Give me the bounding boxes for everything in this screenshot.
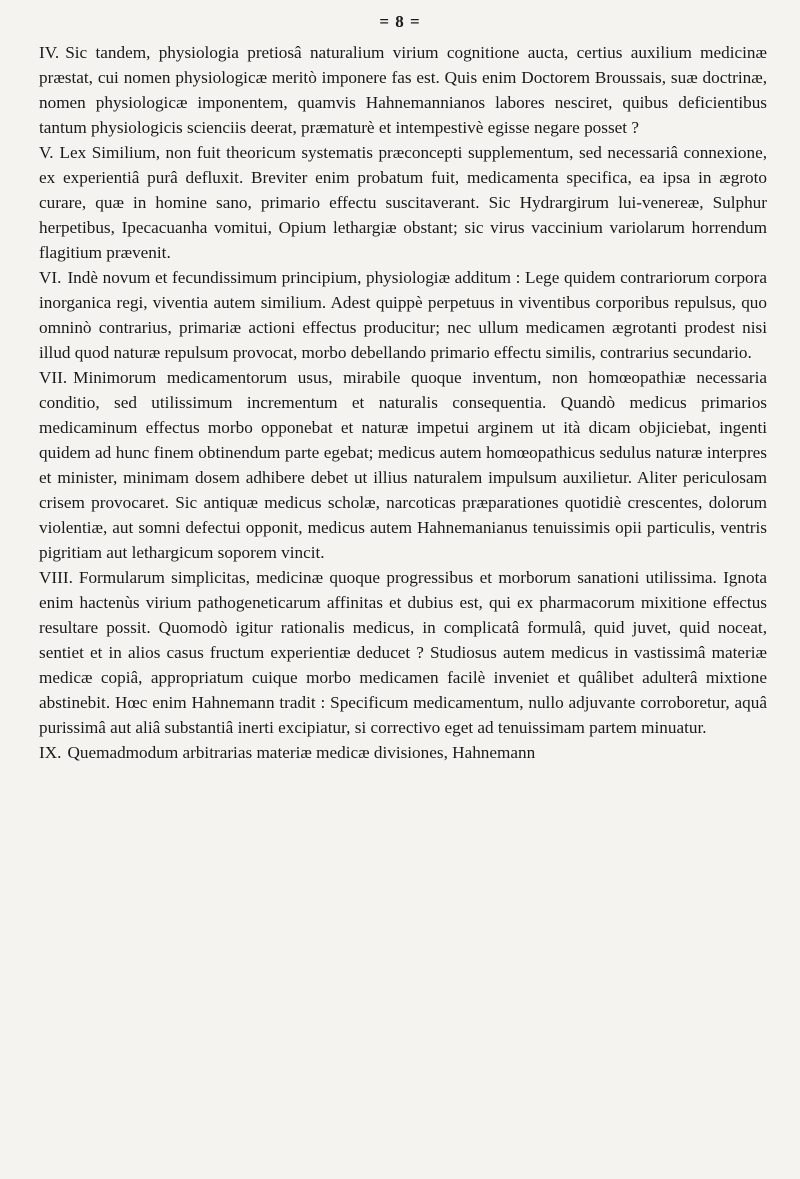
paragraph-text: Indè novum et fecundissimum principium, physiologiæ additum : Lege quidem contrariorum corpora inorganica regi, viventia autem similium. Adest quippè perpetuus in viventibus corporibus repulsus, quo omninò contrarius, primariæ actioni effectus producitur; nec ullum medicamen ægrotanti prodest nisi illud quod naturæ repulsum provocat, morbo debellando primario effectu similis, contrarius secundario. (39, 268, 767, 362)
paragraph-text: Minimorum medicamentorum usus, mirabile quoque inventum, non homœopathiæ necessaria conditio, sed utilissimum incrementum et naturalis consequentia. Quandò medicus primarios medicaminum effectus morbo opponebat et naturæ impetui arginem ut ità dicam objiciebat, ingenti quidem ad hunc finem obtinendum parte egebat; medicus autem homœopathicus sedulus naturæ interpres et minister, minimam dosem adhibere debet ut illius naturalem impulsum auxilietur. Aliter periculosam crisem provocaret. Sic antiquæ medicus scholæ, narcoticas præparationes quotidiè crescentes, dolorum violentiæ, aut somni defectui opponit, medicus autem Hahnemanianus tenuissimis opii particulis, ventris pigritiam aut lethargicum soporem vincit. (39, 368, 767, 562)
paragraph-vi (39, 265, 767, 365)
paragraph-text: Quemadmodum arbitrarias materiæ medicæ divisiones, Hahnemann (67, 743, 536, 762)
paragraph-v (39, 140, 767, 265)
paragraph-text: Sic tandem, physiologia pretiosâ naturalium virium cognitione aucta, certius auxilium medicinæ præstat, cui nomen physiologicæ meritò imponere fas est. Quis enim Doctorem Broussais, suæ doctrinæ, nomen physiologicæ imponentem, quamvis Hahnemannianos labores nesciret, quibus deficientibus tantum physiologicis scienciis deerat, præmaturè et intempestivè egisse negare posset ? (39, 43, 767, 137)
paragraph-text: Lex Similium, non fuit theoricum systematis præconcepti supplementum, sed necessariâ connexione, ex experientiâ purâ defluxit. Breviter enim probatum fuit, medicamenta specifica, ea ipsa in ægroto curare, quæ in homine sano, primario effectu suscitaverant. Sic Hydrargirum lui-venereæ, Sulphur herpetibus, Ipecacuanha vomitui, Opium lethargiæ obstant; sic virus vaccinium variolarum horrendum flagitium prævenit. (39, 143, 767, 262)
paragraph-text: Formularum simplicitas, medicinæ quoque progressibus et morborum sanationi utilissima. Ignota enim hactenùs virium pathogeneticarum affinitas et dubius est, qui ex pharmacorum mixitione effectus resultare possit. Quomodò igitur rationalis medicus, in complicatâ formulâ, quid juvet, quid noceat, sentiet et in alios casus fructum experientiæ deducet ? Studiosus autem medicus in vastissimâ materiæ medicæ copiâ, appropriatum cuique morbo medicamen facilè inveniet et quâlibet adulterâ mixtione abstinebit. Hœc enim Hahnemann tradit : Specificum medicamentum, nullo adjuvante corroboretur, aquâ purissimâ aut aliâ substantiâ inerti excipiatur, si correctivo eget ad tenuissimam partem minuatur. (39, 568, 767, 737)
body-text (39, 40, 767, 765)
paragraph-number: V. (39, 143, 54, 162)
paragraph-viii (39, 565, 767, 740)
page-number-header: = 8 = (379, 12, 421, 31)
paragraph-number: VIII. (39, 568, 73, 587)
paragraph-number: IX. (39, 743, 62, 762)
paragraph-vii (39, 365, 767, 565)
paragraph-number: VII. (39, 368, 68, 387)
paragraph-number: IV. (39, 43, 60, 62)
paragraph-number: VI. (39, 268, 62, 287)
paragraph-iv (39, 40, 767, 140)
paragraph-ix (39, 740, 767, 765)
